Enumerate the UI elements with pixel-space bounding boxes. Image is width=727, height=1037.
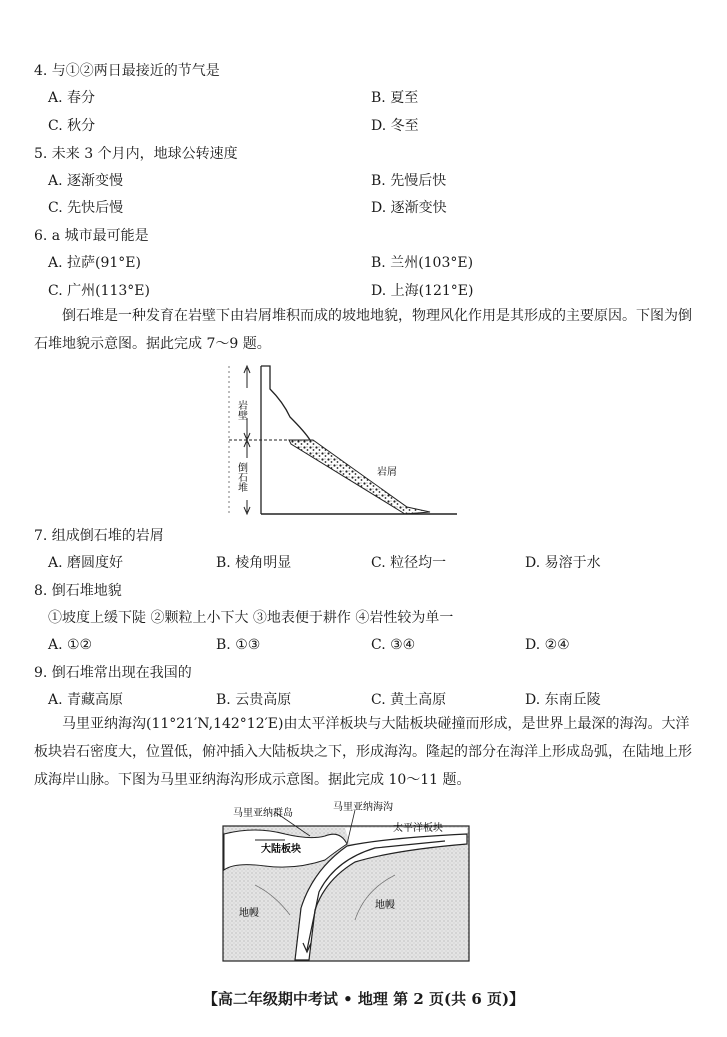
q9-option-b: B. 云贵高原 xyxy=(216,692,292,708)
q4-option-d: D. 冬至 xyxy=(371,118,419,134)
q7-option-c: C. 粒径均一 xyxy=(371,555,447,571)
q5-option-d: D. 逐渐变快 xyxy=(371,200,447,216)
q7-option-b: B. 棱角明显 xyxy=(216,555,292,571)
label-debris: 岩屑 xyxy=(377,467,397,478)
q6-option-c: C. 广州(113°E) xyxy=(48,283,150,299)
label-talus: 倒石堆 xyxy=(235,462,247,492)
label-rock-wall: 岩壁 xyxy=(235,400,247,420)
q6-stem: 6. a 城市最可能是 xyxy=(34,228,149,244)
passage-talus-text: 倒石堆是一种发育在岩壁下由岩屑堆积而成的坡地地貌，物理风化作用是其形成的主要原因。下图为倒石堆地貌示意图。据此完成 7～9 题。 xyxy=(34,308,692,352)
q8-option-a: A. ①② xyxy=(48,637,93,653)
q8-stem: 8. 倒石堆地貌 xyxy=(34,583,122,599)
label-pacific-plate: 太平洋板块 xyxy=(393,823,443,834)
passage-mariana-text: 马里亚纳海沟(11°21′N,142°12′E)由太平洋板块与大陆板块碰撞而形成，是世界上最深的海沟。大洋板块岩石密度大，位置低，俯冲插入大陆板块之下，形成海沟。隆起的部分在海洋上形成岛弧，在陆地上形成海岸山脉。下图为马里亚纳海沟形成示意图。据此完成 10～11 题。 xyxy=(34,716,692,788)
page-footer: 【高二年级期中考试 • 地理 第 2 页(共 6 页)】 xyxy=(202,990,525,1008)
q7-option-d: D. 易溶于水 xyxy=(525,555,601,571)
q4-option-a: A. 春分 xyxy=(48,90,96,106)
q9-option-c: C. 黄土高原 xyxy=(371,692,447,708)
q9-stem: 9. 倒石堆常出现在我国的 xyxy=(34,665,192,681)
label-mantle-right: 地幔 xyxy=(375,900,395,911)
q6-option-b: B. 兰州(103°E) xyxy=(371,255,474,271)
q9-option-a: A. 青藏高原 xyxy=(48,692,124,708)
label-continental-plate: 大陆板块 xyxy=(261,844,301,855)
q5-stem: 5. 未来 3 个月内，地球公转速度 xyxy=(34,146,238,162)
q4-option-c: C. 秋分 xyxy=(48,118,96,134)
passage-mariana xyxy=(34,710,694,794)
q8-option-d: D. ②④ xyxy=(525,637,570,653)
label-mariana-trench: 马里亚纳海沟 xyxy=(333,802,393,813)
q5-option-c: C. 先快后慢 xyxy=(48,200,124,216)
q6-option-d: D. 上海(121°E) xyxy=(371,283,474,299)
q7-option-a: A. 磨圆度好 xyxy=(48,555,124,571)
talus-body xyxy=(289,440,430,514)
q7-stem: 7. 组成倒石堆的岩屑 xyxy=(34,528,164,544)
q5-option-a: A. 逐渐变慢 xyxy=(48,173,124,189)
q8-option-b: B. ①③ xyxy=(216,637,261,653)
q4-option-b: B. 夏至 xyxy=(371,90,419,106)
q6-option-a: A. 拉萨(91°E) xyxy=(48,255,141,271)
q8-option-c: C. ③④ xyxy=(371,637,416,653)
q4-stem: 4. 与①②两日最接近的节气是 xyxy=(34,63,220,79)
q8-statements: ①坡度上缓下陡 ②颗粒上小下大 ③地表便于耕作 ④岩性较为单一 xyxy=(48,610,454,626)
label-mariana-islands: 马里亚纳群岛 xyxy=(233,808,293,819)
q5-option-b: B. 先慢后快 xyxy=(371,173,447,189)
q9-option-d: D. 东南丘陵 xyxy=(525,692,601,708)
passage-talus xyxy=(34,302,694,358)
talus-diagram xyxy=(225,362,465,522)
mariana-trench-diagram xyxy=(215,800,475,965)
label-mantle-left: 地幔 xyxy=(239,908,259,919)
